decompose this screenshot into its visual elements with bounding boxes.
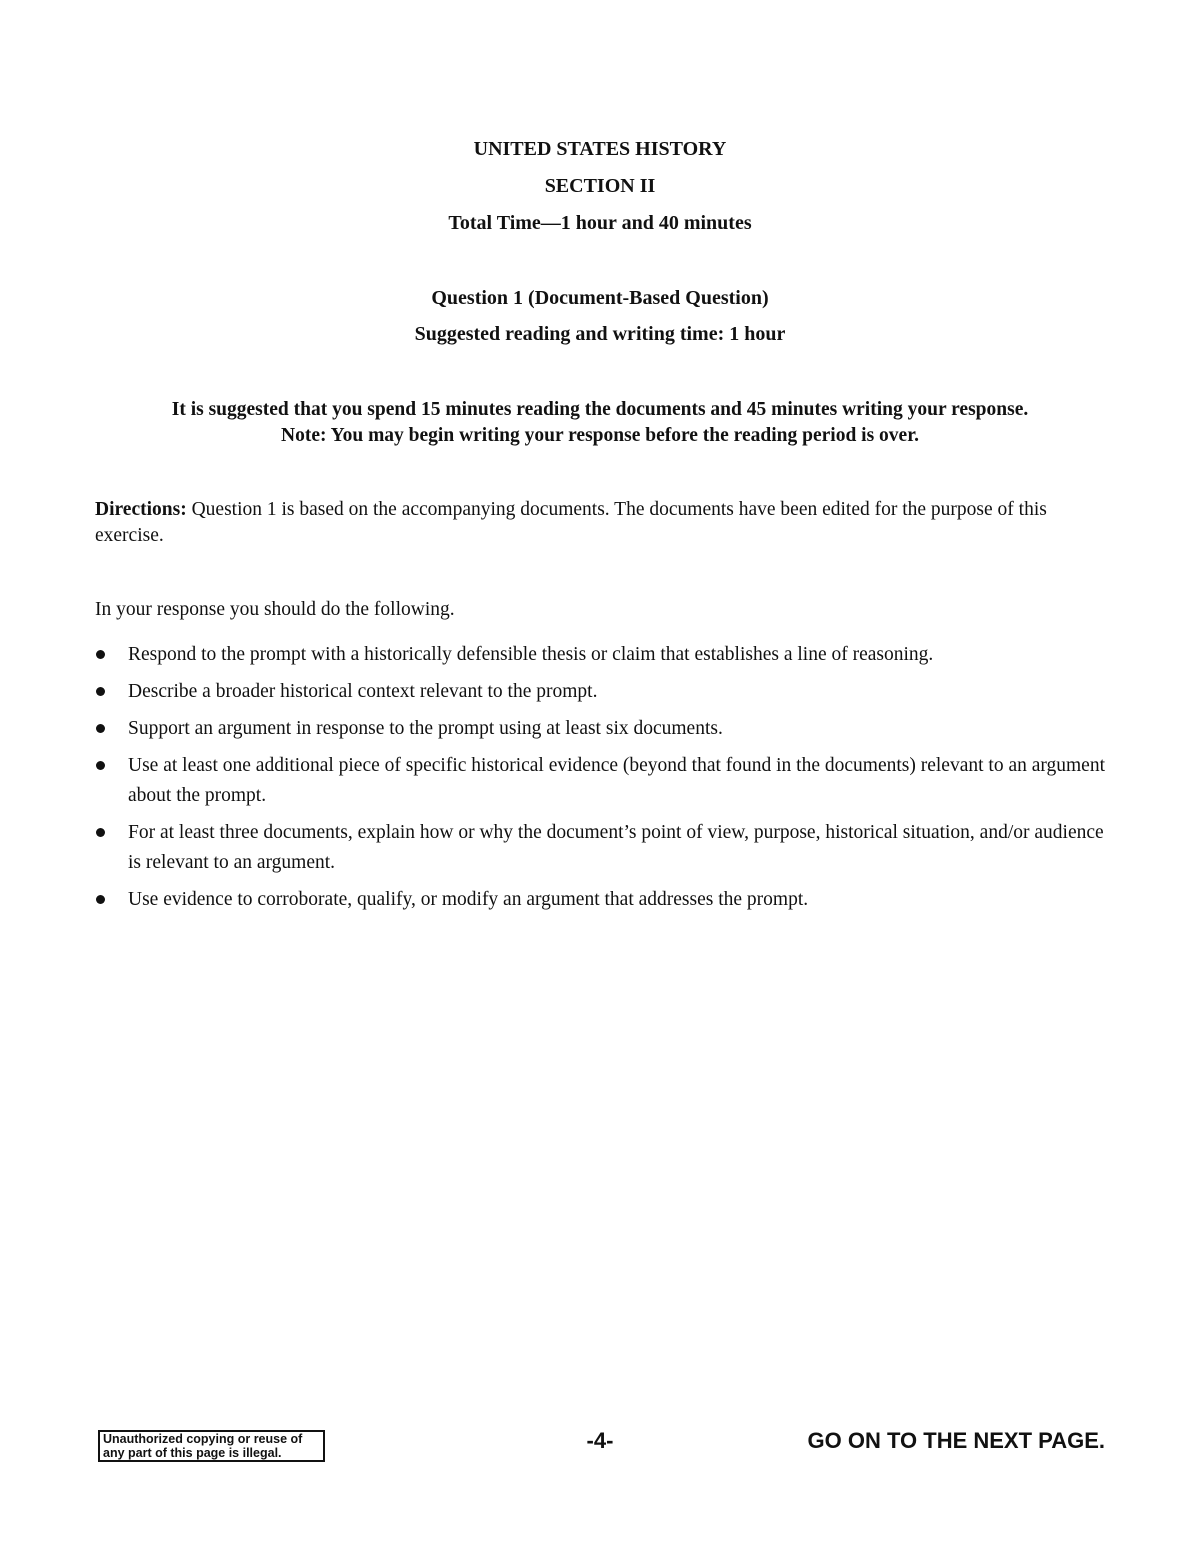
- list-item: [95, 677, 1105, 707]
- suggestion-line-2: Note: You may begin writing your response before the reading period is over.: [281, 425, 919, 446]
- total-time-heading: Total Time—1 hour and 40 minutes: [448, 212, 752, 234]
- section-heading: SECTION II: [544, 175, 656, 197]
- list-item-text: Use evidence to corroborate, qualify, or modify an argument that addresses the prompt.: [128, 889, 809, 910]
- subject-heading: UNITED STATES HISTORY: [473, 138, 727, 160]
- list-item: [95, 640, 1105, 670]
- bullet-icon: [96, 650, 105, 659]
- page-number: -4-: [586, 1428, 614, 1453]
- directions-paragraph: [95, 497, 1105, 549]
- list-item: [95, 714, 1105, 744]
- directions-text: Question 1 is based on the accompanying documents. The documents have been edited for the purpose of this exercise.: [95, 499, 1047, 546]
- bullet-icon: [96, 828, 105, 837]
- list-item: [95, 751, 1105, 811]
- next-page-notice: GO ON TO THE NEXT PAGE.: [807, 1428, 1105, 1453]
- bullet-icon: [96, 761, 105, 770]
- list-item-text: For at least three documents, explain how or why the document’s point of view, purpose, historical situation, and/or audience is relevant to an argument.: [128, 822, 1104, 873]
- requirements-list: [95, 640, 1105, 922]
- copyright-notice: Unauthorized copying or reuse of any part of this page is illegal.: [98, 1430, 325, 1462]
- list-item-text: Describe a broader historical context relevant to the prompt.: [128, 681, 598, 702]
- response-intro: In your response you should do the following.: [95, 599, 455, 620]
- list-item-text: Support an argument in response to the prompt using at least six documents.: [128, 718, 723, 739]
- suggestion-line-1: It is suggested that you spend 15 minutes reading the documents and 45 minutes writing your response.: [171, 399, 1029, 420]
- bullet-icon: [96, 895, 105, 904]
- bullet-icon: [96, 724, 105, 733]
- suggested-time: Suggested reading and writing time: 1 hour: [414, 323, 786, 345]
- list-item: [95, 885, 1105, 915]
- list-item-text: Respond to the prompt with a historically defensible thesis or claim that establishes a line of reasoning.: [128, 644, 934, 665]
- list-item: [95, 818, 1105, 878]
- directions-label: Directions:: [95, 499, 187, 520]
- question-title: Question 1 (Document-Based Question): [431, 287, 769, 309]
- list-item-text: Use at least one additional piece of specific historical evidence (beyond that found in the documents) relevant to an argument about the prompt.: [128, 755, 1106, 806]
- bullet-icon: [96, 687, 105, 696]
